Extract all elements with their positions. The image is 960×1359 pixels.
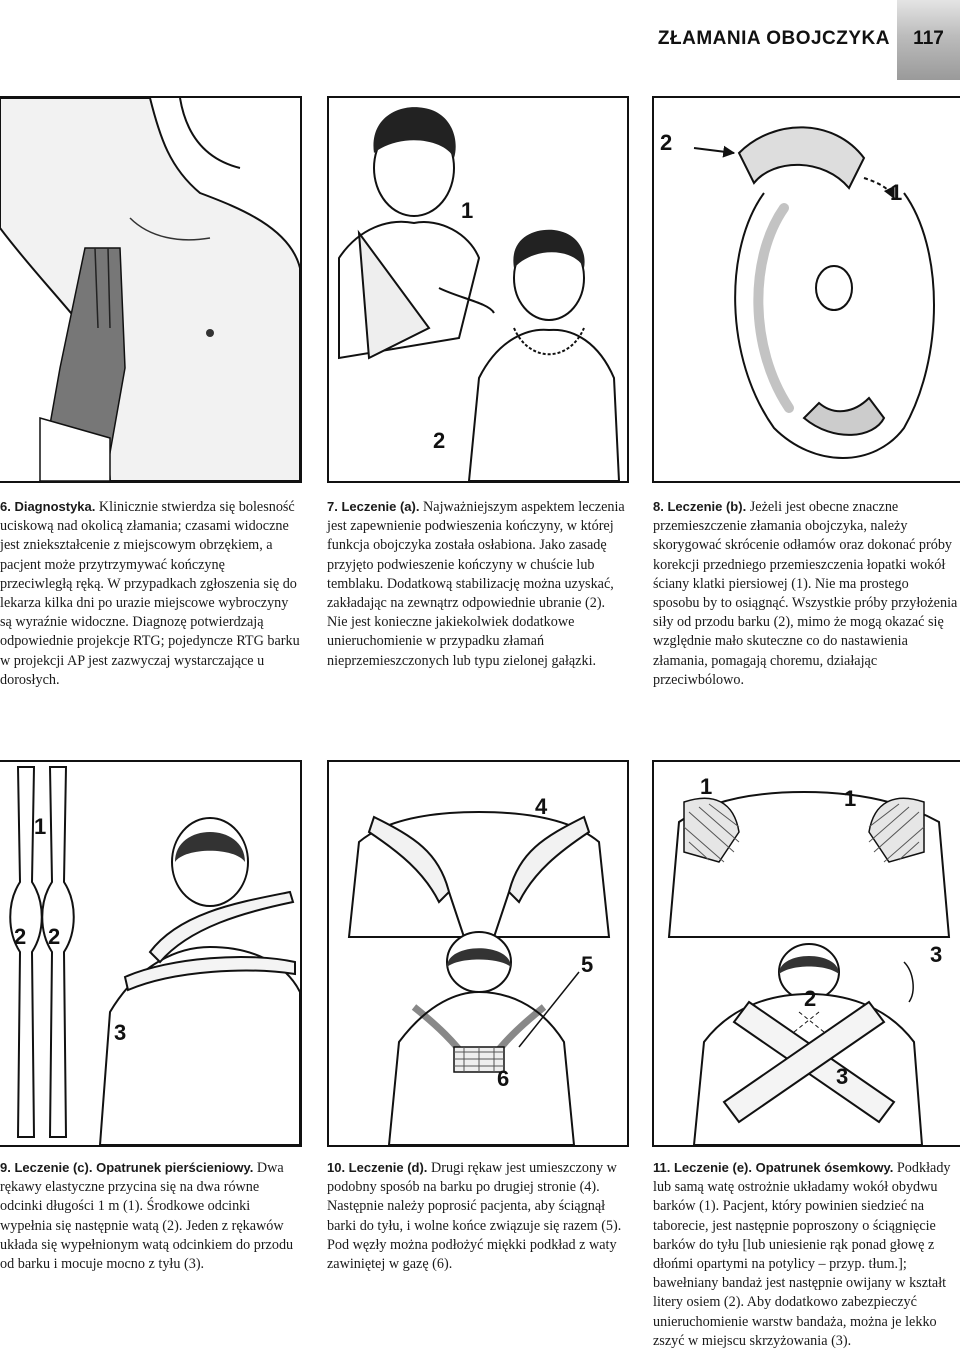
figure-11-caption-body: Podkłady lub samą watę ostrożnie układamy wokół obydwu barków (1). Pacjent, który powinien siedzieć na taborecie, jest następnie poproszony o ściągnięcie barków do tyłu [lub uniesienie rąk ponad głowę z dłońmi opartymi na potylicy – przyp. tłum.]; bawełniany bandaż jest następnie owijany w kształt litery osiem (2). Aby dodatkowo zabezpieczyć unieruchomienie warstw bandaża, można je lekko zszyć w miejscu skrzyżowania (3). — [653, 1160, 951, 1349]
figure-8-caption-heading: 8. Leczenie (b). — [653, 499, 747, 514]
figure-10-caption-heading: 10. Leczenie (d). — [327, 1160, 428, 1175]
figure-10-caption-body: Drugi rękaw jest umieszczony w podobny sposób na barku po drugiej stronie (4). Następnie należy poprosić pacjenta, aby ściągnął barki do tyłu, i wolne końce związuje się razem (5). Pod węzły można podłożyć miękki podkład z waty zawiniętej w gazę (6). — [327, 1160, 622, 1273]
figure-11-label-2: 2 — [804, 986, 817, 1011]
figure-7-label-2: 2 — [433, 428, 446, 453]
figure-11-label-3b: 3 — [836, 1064, 849, 1089]
figure-10-caption — [327, 1158, 627, 1274]
figure-7-drawing — [329, 98, 627, 481]
figure-10-label-4: 4 — [535, 794, 548, 819]
figure-8-caption — [653, 497, 958, 690]
figure-8-drawing — [654, 98, 960, 481]
figure-8-label-2: 2 — [660, 130, 673, 155]
figure-11-illustration — [652, 760, 960, 1147]
figure-11-caption — [653, 1158, 958, 1351]
figure-6-caption — [0, 497, 300, 690]
figure-9-caption-body: Dwa rękawy elastyczne przycina się na dwa równe odcinki długości 1 m (1). Środkowe odcinki wypełnia się następnie watą (2). Jeden z rękawów układa się wypełnionym watą odcinkiem do przodu od barku i mocuje mocno z tyłu (3). — [0, 1160, 294, 1273]
figure-7-label-1: 1 — [461, 198, 474, 223]
figure-9-illustration — [0, 760, 302, 1147]
figure-10-label-6: 6 — [497, 1066, 510, 1091]
figure-10-label-5: 5 — [581, 952, 594, 977]
figure-7-caption-body: Najważniejszym aspektem leczenia jest zapewnienie podwieszenia kończyny, w której funkcja obojczyka została osłabiona. Jako zasadę przyjęto podwieszenie kończyny w chuście lub temblaku. Dodatkową stabilizację można uzyskać, zakładając na zewnątrz odpowiednie ubranie (2). Nie jest konieczne jakiekolwiek dodatkowe unieruchomienie w przypadku złamań nieprzemieszczonych lub typu zielonej gałązki. — [327, 499, 625, 669]
figure-9-label-2a: 2 — [14, 924, 27, 949]
figure-8-caption-body: Jeżeli jest obecne znaczne przemieszczenie złamania obojczyka, należy skorygować skrócenie odłamów oraz dokonać próby korekcji przedniego przemieszczenia łopatki wokół ściany klatki piersiowej (1). Nie ma prostego sposobu by to osiągnąć. Wszystkie próby przyłożenia siły od przodu barku (2), mimo że mogą okazać się względnie mało skuteczne co do nastawienia złamania, pomagają choremu, działając przeciwbólowo. — [653, 499, 958, 688]
page-number-tab — [897, 0, 960, 80]
running-header-title: ZŁAMANIA OBOJCZYKA — [657, 28, 890, 49]
figure-7-illustration — [327, 96, 629, 483]
figure-10-illustration — [327, 760, 629, 1147]
figure-7-caption — [327, 497, 627, 671]
figure-11-label-1a: 1 — [700, 774, 713, 799]
figure-9-label-3: 3 — [114, 1020, 127, 1045]
figure-11-drawing — [654, 762, 960, 1145]
figure-8-label-1: 1 — [890, 180, 903, 205]
figure-6-caption-body: Klinicznie stwierdza się bolesność uciskową nad okolicą złamania; czasami widoczne jest zniekształcenie z miejscowym obrzękiem, a pacjent może przytrzymywać kończynę przeciwległą ręką. W przypadkach zgłoszenia się do lekarza kilka dni po urazie miejscowe wybroczyny są wyraźnie widoczne. Diagnozę potwierdzają odpowiednie projekcje RTG; pojedyncze RTG barku w projekcji AP jest zazwyczaj wystarczające u dorosłych. — [0, 499, 300, 688]
figure-6-drawing — [0, 98, 300, 481]
page-number: 117 — [913, 28, 944, 49]
figure-6-illustration — [0, 96, 302, 483]
figure-9-label-1: 1 — [34, 814, 47, 839]
figure-11-label-1b: 1 — [844, 786, 857, 811]
figure-7-caption-heading: 7. Leczenie (a). — [327, 499, 420, 514]
figure-11-label-3a: 3 — [930, 942, 943, 967]
figure-6-caption-heading: 6. Diagnostyka. — [0, 499, 96, 514]
figure-8-illustration — [652, 96, 960, 483]
figure-11-caption-heading: 11. Leczenie (e). Opatrunek ósemkowy. — [653, 1160, 894, 1175]
figure-9-caption — [0, 1158, 300, 1274]
figure-9-label-2b: 2 — [48, 924, 61, 949]
figure-9-caption-heading: 9. Leczenie (c). Opatrunek pierścieniowy. — [0, 1160, 254, 1175]
